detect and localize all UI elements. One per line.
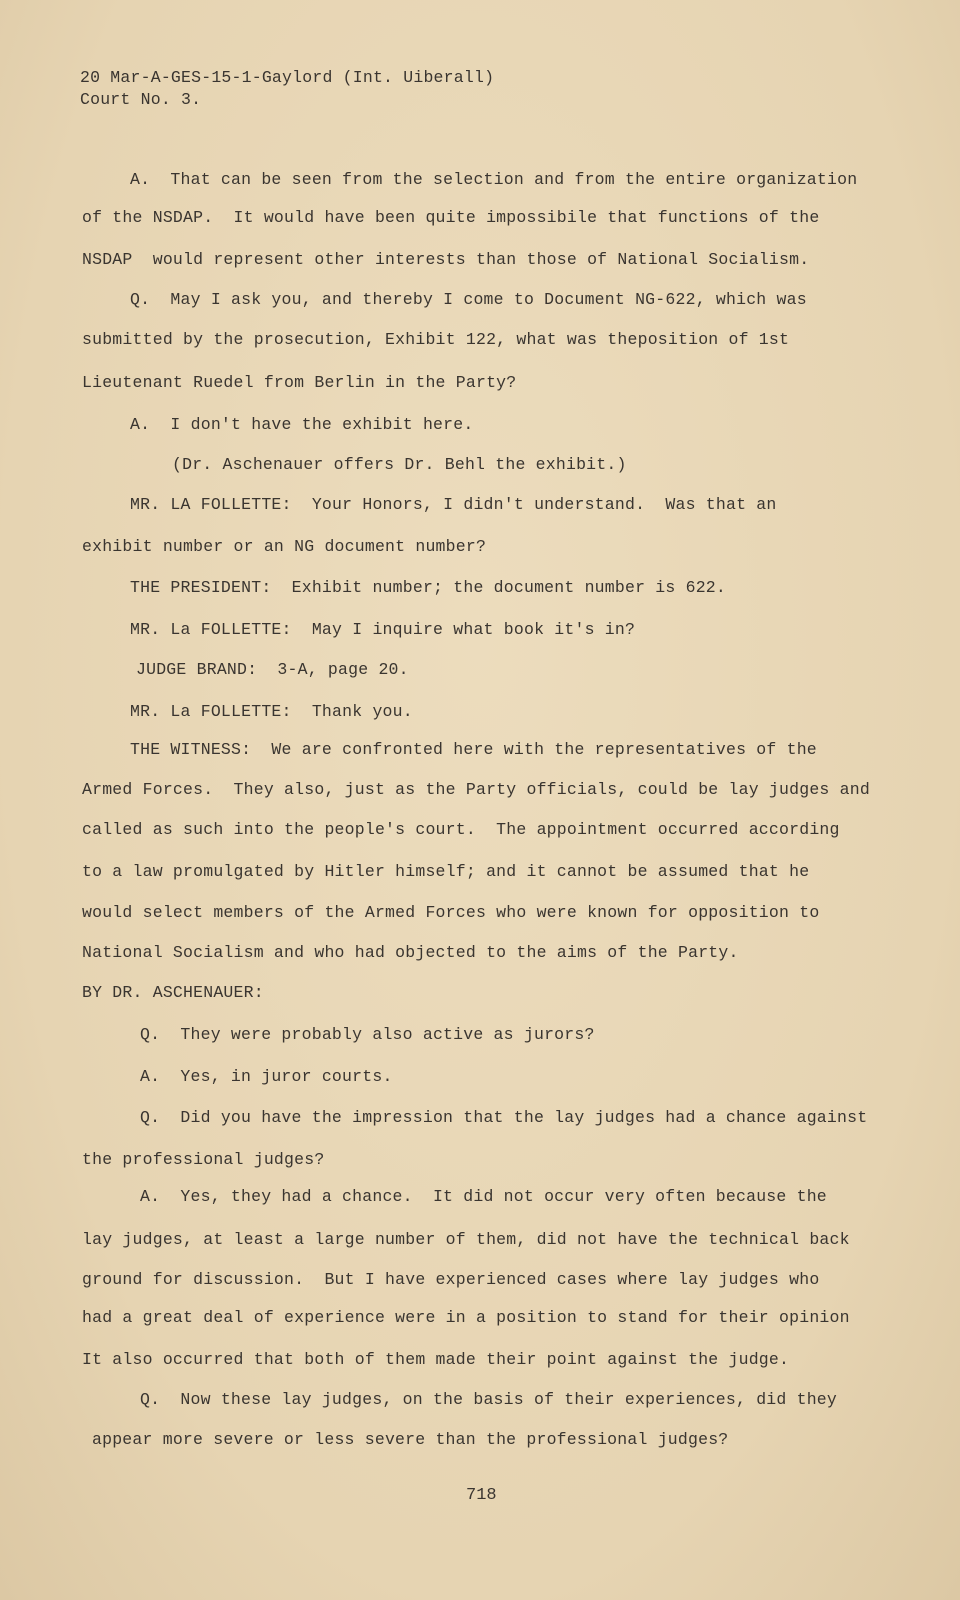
transcript-line: Q. They were probably also active as jurors? <box>140 1025 595 1044</box>
transcript-line: National Socialism and who had objected to the aims of the Party. <box>82 943 739 962</box>
transcript-line: A. Yes, in juror courts. <box>140 1067 393 1086</box>
transcript-line: THE PRESIDENT: Exhibit number; the document number is 622. <box>130 578 726 597</box>
transcript-line: (Dr. Aschenauer offers Dr. Behl the exhibit.) <box>172 455 627 474</box>
header-case-line: 20 Mar-A-GES-15-1-Gaylord (Int. Uiberall) <box>80 68 495 87</box>
transcript-line: JUDGE BRAND: 3-A, page 20. <box>136 660 409 679</box>
transcript-line: NSDAP would represent other interests than those of National Socialism. <box>82 250 810 269</box>
transcript-line: Q. May I ask you, and thereby I come to Document NG-622, which was <box>130 290 807 309</box>
transcript-line: It also occurred that both of them made their point against the judge. <box>82 1350 790 1369</box>
transcript-line: exhibit number or an NG document number? <box>82 537 487 556</box>
transcript-line: to a law promulgated by Hitler himself; and it cannot be assumed that he <box>82 862 810 881</box>
transcript-line: Q. Now these lay judges, on the basis of their experiences, did they <box>140 1390 838 1409</box>
transcript-line: Lieutenant Ruedel from Berlin in the Party? <box>82 373 517 392</box>
transcript-line: A. That can be seen from the selection and from the entire organization <box>130 170 858 189</box>
transcript-line: A. I don't have the exhibit here. <box>130 415 474 434</box>
transcript-line: ground for discussion. But I have experienced cases where lay judges who <box>82 1270 820 1289</box>
transcript-line: MR. LA FOLLETTE: Your Honors, I didn't understand. Was that an <box>130 495 777 514</box>
transcript-line: would select members of the Armed Forces who were known for opposition to <box>82 903 820 922</box>
transcript-line: THE WITNESS: We are confronted here with the representatives of the <box>130 740 817 759</box>
page-number: 718 <box>466 1486 497 1505</box>
transcript-line: of the NSDAP. It would have been quite impossibile that functions of the <box>82 208 820 227</box>
transcript-line: MR. La FOLLETTE: May I inquire what book it's in? <box>130 620 636 639</box>
transcript-line: called as such into the people's court. The appointment occurred according <box>82 820 840 839</box>
transcript-line: MR. La FOLLETTE: Thank you. <box>130 702 413 721</box>
transcript-line: lay judges, at least a large number of them, did not have the technical back <box>82 1230 850 1249</box>
transcript-line: had a great deal of experience were in a position to stand for their opinion <box>82 1308 850 1327</box>
transcript-line: submitted by the prosecution, Exhibit 122, what was theposition of 1st <box>82 330 790 349</box>
transcript-line: the professional judges? <box>82 1150 325 1169</box>
transcript-line: appear more severe or less severe than the professional judges? <box>92 1430 729 1449</box>
header-court-line: Court No. 3. <box>80 90 202 109</box>
transcript-line: Armed Forces. They also, just as the Party officials, could be lay judges and <box>82 780 870 799</box>
section-heading: BY DR. ASCHENAUER: <box>82 983 264 1002</box>
transcript-line: A. Yes, they had a chance. It did not occur very often because the <box>140 1187 827 1206</box>
transcript-line: Q. Did you have the impression that the lay judges had a chance against <box>140 1108 868 1127</box>
